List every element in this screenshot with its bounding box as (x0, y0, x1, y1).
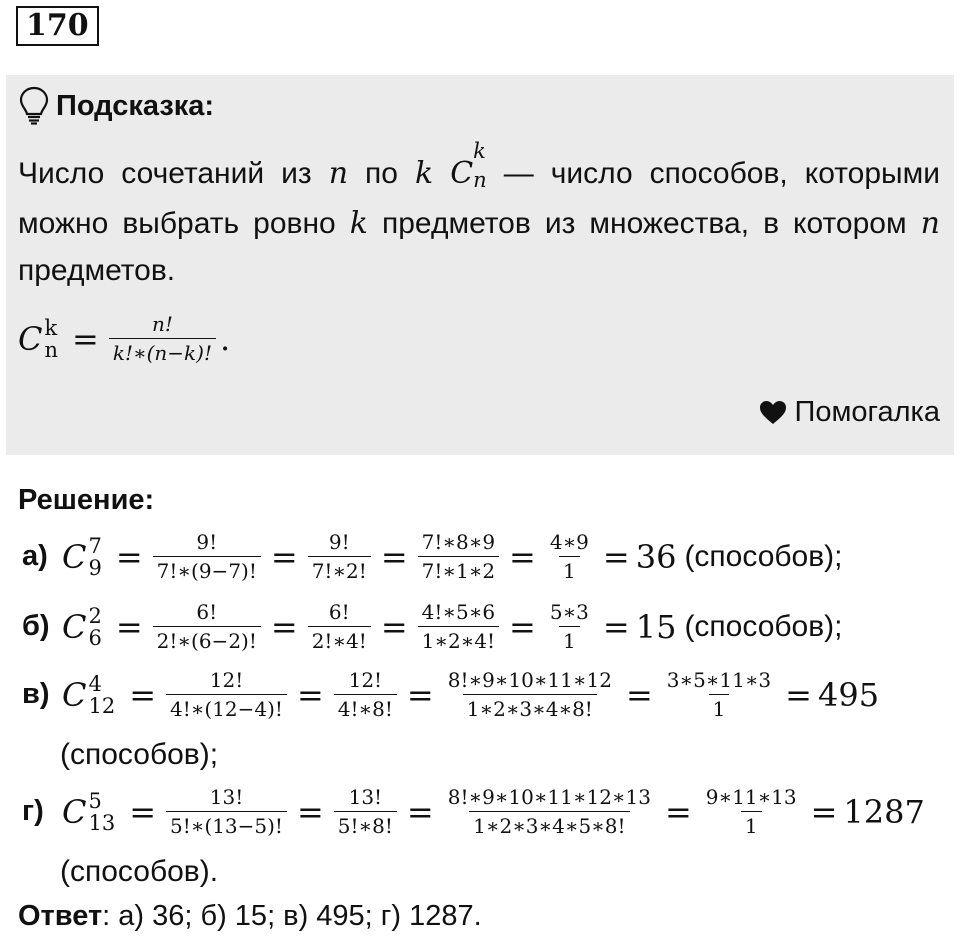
combination-symbol: C 2 6 (62, 603, 102, 650)
equals-sign: = (602, 607, 630, 646)
hint-header (18, 86, 214, 126)
row-label: г) (22, 795, 44, 827)
result-value: 36 (635, 537, 677, 576)
heart-icon (759, 400, 787, 426)
row-label: б) (22, 610, 50, 642)
equals-sign: = (115, 607, 143, 646)
answer (18, 900, 482, 933)
equals-sign: = (296, 675, 324, 714)
solution-row (22, 668, 879, 721)
fraction: $\frac{3∗5∗11∗3}{1}$ (666, 668, 772, 721)
answer-text: : а) 36; б) 15; в) 495; г) 1287. (102, 900, 482, 932)
combination-symbol: C 4 12 (62, 671, 116, 718)
result-value: 495 (817, 675, 880, 714)
fraction: $\frac{8!∗9∗10∗11∗12∗13}{1∗2∗3∗4∗5∗8!}$ (447, 785, 651, 838)
equals-sign: = (602, 537, 630, 576)
fraction: $\frac{4!∗5∗6}{1∗2∗4!}$ (418, 600, 499, 653)
lightbulb-icon (18, 86, 50, 126)
equals-sign: = (785, 675, 812, 714)
fraction: $\frac{5∗3}{1}$ (549, 600, 589, 653)
fraction: $\frac{13!}{5!∗8!}$ (334, 785, 397, 838)
solution-title: Решение: (18, 484, 155, 516)
fraction: $\frac{9∗11∗13}{1}$ (705, 785, 797, 838)
result-value: 1287 (843, 792, 925, 831)
hint-text-part: — число способов, которыми можно выбрать ровно (18, 157, 940, 240)
equals-sign: = (406, 792, 434, 831)
fraction: $\frac{9!}{7!∗(9-7)!}$ (153, 530, 261, 583)
equals-sign: = (810, 792, 838, 831)
solution-row (22, 600, 843, 653)
equals-sign: = (296, 792, 324, 831)
credit-label: Помогалка (794, 396, 940, 428)
fraction: $\frac{6!}{2!∗4!}$ (308, 600, 371, 653)
fraction: $\frac{4∗9}{1}$ (549, 530, 589, 583)
formula-fraction: $\frac{n!}{k!∗(n-k)!}$ (109, 312, 216, 365)
result-unit: (способов). (60, 855, 219, 888)
fraction: $\frac{12!}{4!∗(12-4)!}$ (166, 668, 287, 721)
problem-number: 170 (16, 6, 99, 46)
equals-sign: = (380, 537, 408, 576)
fraction: $\frac{7!∗8∗9}{7!∗1∗2}$ (418, 530, 499, 583)
fraction: $\frac{8!∗9∗10∗11∗12}{1∗2∗3∗4∗8!}$ (447, 668, 612, 721)
solution-row (22, 785, 925, 838)
equals-sign: = (625, 675, 653, 714)
result-unit: (способов); (684, 609, 843, 643)
var-n: n (328, 156, 349, 191)
equals-sign: = (664, 792, 692, 831)
equals-sign: = (129, 792, 157, 831)
equals-sign: = (509, 607, 536, 646)
fraction: $\frac{9!}{7!∗2!}$ (308, 530, 371, 583)
fraction: $\frac{6!}{2!∗(6-2)!}$ (153, 600, 261, 653)
combination-symbol: C 5 13 (62, 788, 116, 835)
answer-label: Ответ (18, 900, 103, 932)
row-label: а) (22, 540, 48, 572)
result-value: 15 (635, 607, 677, 646)
var-k: k (349, 206, 368, 241)
equals-sign: = (115, 537, 143, 576)
credit (759, 396, 940, 429)
row-label: в) (22, 678, 50, 710)
combination-formula: C k n = $\frac{n!}{k!∗(n-k)!}$ . (18, 312, 231, 365)
equals-sign: = (380, 607, 408, 646)
hint-text-part: предметов из множества, в котором (381, 207, 907, 240)
hint-text (18, 139, 940, 294)
result-unit: (способов); (60, 738, 219, 771)
hint-text-part: Число сочетаний из (18, 157, 312, 190)
combination-symbol: C k n (450, 139, 487, 192)
equals-sign: = (406, 675, 434, 714)
solution-row (22, 530, 843, 583)
equals-sign: = (270, 537, 298, 576)
var-k: k (414, 156, 434, 191)
combination-symbol: C 7 9 (62, 533, 102, 580)
hint-text-part: предметов. (18, 254, 176, 287)
equals-sign: = (509, 537, 536, 576)
hint-title: Подсказка: (56, 89, 215, 122)
var-n: n (920, 206, 940, 241)
result-unit: (способов); (684, 539, 843, 573)
equals-sign: = (270, 607, 298, 646)
fraction: $\frac{13!}{5!∗(13-5)!}$ (166, 785, 287, 838)
equals-sign: = (129, 675, 157, 714)
combination-symbol: C k n (18, 315, 59, 362)
hint-text-part: по (365, 157, 398, 190)
fraction: $\frac{12!}{4!∗8!}$ (334, 668, 397, 721)
